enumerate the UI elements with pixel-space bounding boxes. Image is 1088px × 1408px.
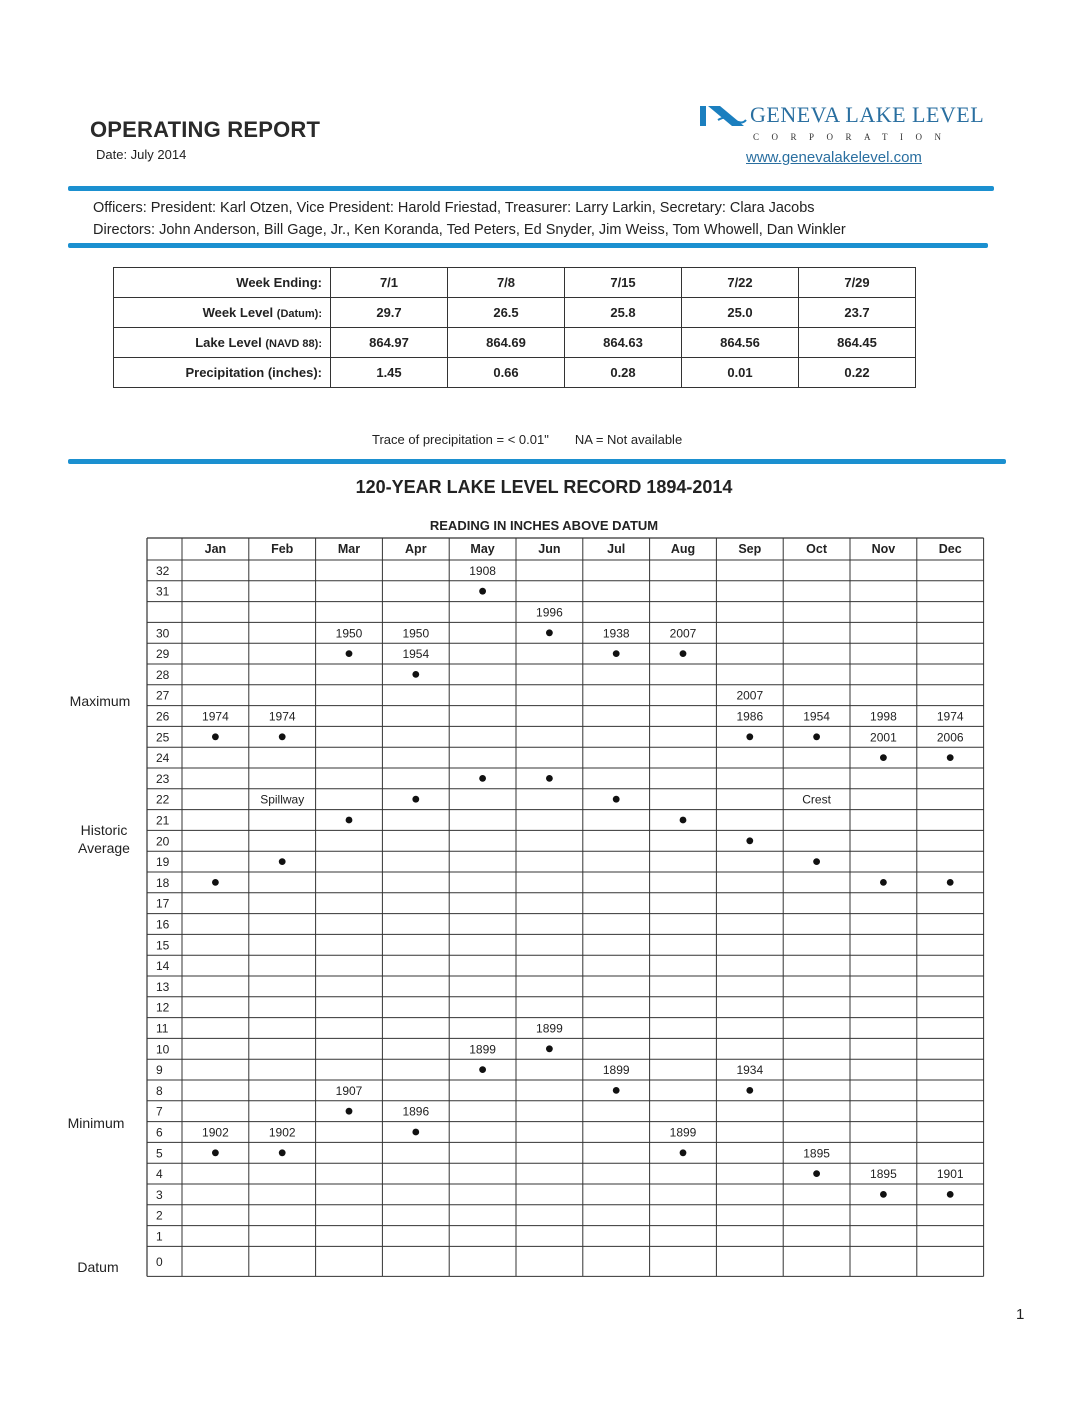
maximum-year-label: 1974 (268, 709, 296, 724)
week-level-label: Week Level (202, 305, 274, 320)
historic-label: Historic (80, 822, 128, 838)
trace-note: Trace of precipitation = < 0.01" (372, 432, 549, 447)
month-header: Feb (271, 542, 294, 556)
annotation-label: Spillway (260, 792, 305, 807)
maximum-marker (613, 650, 620, 657)
month-header: Mar (337, 542, 361, 556)
row-level-label: 25 (156, 730, 170, 745)
average-marker (346, 817, 353, 824)
minimum-year-label: 1895 (803, 1146, 830, 1161)
minimum-marker (813, 1170, 820, 1177)
maximum-year-label: 1996 (536, 605, 563, 620)
week-level-unit: (Datum): (276, 308, 322, 320)
maximum-marker (279, 733, 286, 740)
datum-label: Datum (77, 1259, 119, 1275)
minimum-year-label: 1901 (936, 1167, 964, 1182)
month-header: May (470, 542, 495, 556)
average-marker (680, 817, 687, 824)
row-level-label: 5 (156, 1146, 163, 1161)
row-level-label: 24 (156, 751, 170, 766)
row-label: Precipitation (inches): (114, 358, 331, 388)
row-level-label: 32 (156, 563, 170, 578)
minimum-year-label: 1902 (268, 1125, 296, 1140)
average-marker (412, 796, 419, 803)
average-marker (212, 879, 219, 886)
minimum-marker (279, 1149, 286, 1156)
row-level-label: 10 (156, 1042, 170, 1057)
month-header: Jul (607, 542, 626, 556)
maximum-marker (813, 733, 820, 740)
minimum-year-label: 1934 (736, 1063, 764, 1078)
week-cell: 7/8 (448, 268, 565, 298)
logo-name: GENEVA LAKE LEVEL (750, 102, 985, 127)
level-cell: 26.5 (448, 298, 565, 328)
minimum-marker (546, 1045, 553, 1052)
maximum-marker (479, 588, 486, 595)
week-cell: 7/15 (565, 268, 682, 298)
maximum-year-label: 2007 (669, 626, 697, 641)
maximum-marker (947, 754, 954, 761)
maximum-year-label: 1908 (469, 563, 496, 578)
row-level-label: 27 (156, 688, 170, 703)
maximum-label: Maximum (69, 693, 131, 709)
minimum-year-label: 1902 (202, 1125, 229, 1140)
website-link[interactable]: www.genevalakelevel.com (746, 149, 922, 166)
minimum-year-label: 1899 (469, 1042, 496, 1057)
average-marker (279, 858, 286, 865)
level-cell: 25.8 (565, 298, 682, 328)
row-level-label: 26 (156, 709, 170, 724)
minimum-marker (613, 1087, 620, 1094)
page-title: OPERATING REPORT (90, 117, 321, 142)
maximum-year-label: 1938 (602, 626, 630, 641)
minimum-marker (746, 1087, 753, 1094)
record-subtitle: READING IN INCHES ABOVE DATUM (429, 518, 659, 533)
row-level-label: 1 (156, 1229, 163, 1244)
row-level-label: 13 (156, 979, 170, 994)
maximum-year-label: 1954 (402, 647, 430, 662)
maximum-year-label: 2001 (870, 730, 897, 745)
average-marker (813, 858, 820, 865)
average-marker (880, 879, 887, 886)
maximum-marker (880, 754, 887, 761)
lake-cell: 864.45 (799, 328, 916, 358)
month-header: Apr (405, 542, 427, 556)
maximum-year-label: 2006 (936, 730, 964, 745)
average-label: Average (78, 840, 130, 856)
row-level-label: 20 (156, 834, 170, 849)
report-date: Date: July 2014 (96, 147, 187, 162)
maximum-year-label: 1986 (736, 709, 764, 724)
month-header: Sep (738, 542, 762, 556)
na-note: NA = Not available (574, 432, 683, 447)
minimum-year-label: 1899 (602, 1063, 630, 1078)
maximum-year-label: 2007 (736, 688, 764, 703)
maximum-year-label: 1954 (803, 709, 830, 724)
row-level-label: 12 (156, 1000, 170, 1015)
row-level-label: 3 (156, 1187, 163, 1202)
row-level-label: 0 (156, 1254, 163, 1269)
average-marker (947, 879, 954, 886)
average-marker (613, 796, 620, 803)
minimum-marker (880, 1191, 887, 1198)
average-marker (479, 775, 486, 782)
row-level-label: 31 (156, 584, 170, 599)
maximum-year-label: 1998 (870, 709, 897, 724)
average-marker (546, 775, 553, 782)
level-cell: 23.7 (799, 298, 916, 328)
logo-subtitle: CORPORATION (753, 132, 954, 142)
row-level-label: 15 (156, 938, 170, 953)
minimum-marker (346, 1108, 353, 1115)
row-level-label: 4 (156, 1167, 163, 1182)
minimum-year-label: 1899 (669, 1125, 697, 1140)
officers-line: Officers: President: Karl Otzen, Vice President: Harold Friestad, Treasurer: Larry Larkin, Secretary: Clara Jacobs (93, 200, 815, 216)
precip-cell: 0.28 (565, 358, 682, 388)
precip-cell: 0.66 (448, 358, 565, 388)
minimum-marker (479, 1066, 486, 1073)
lake-cell: 864.56 (682, 328, 799, 358)
row-level-label: 9 (156, 1063, 163, 1078)
level-cell: 25.0 (682, 298, 799, 328)
lake-level-unit: (NAVD 88): (265, 338, 322, 350)
month-header: Jun (538, 542, 561, 556)
row-level-label: 29 (156, 647, 170, 662)
maximum-year-label: 1950 (402, 626, 430, 641)
row-level-label: 14 (156, 959, 170, 974)
minimum-marker (412, 1129, 419, 1136)
maximum-marker (412, 671, 419, 678)
maximum-marker (680, 650, 687, 657)
lake-level-label: Lake Level (195, 335, 262, 350)
month-header: Nov (871, 542, 896, 556)
week-cell: 7/29 (799, 268, 916, 298)
month-header: Dec (938, 542, 962, 556)
annotation-label: Crest (802, 792, 831, 807)
row-level-label: 18 (156, 875, 170, 890)
lake-cell: 864.97 (331, 328, 448, 358)
minimum-year-label: 1896 (402, 1104, 430, 1119)
minimum-year-label: 1895 (870, 1167, 897, 1182)
maximum-year-label: 1974 (936, 709, 964, 724)
row-level-label: 16 (156, 917, 170, 932)
lake-cell: 864.63 (565, 328, 682, 358)
row-level-label: 23 (156, 771, 170, 786)
level-cell: 29.7 (331, 298, 448, 328)
precip-cell: 0.01 (682, 358, 799, 388)
row-level-label: 21 (156, 813, 170, 828)
minimum-year-label: 1907 (335, 1083, 363, 1098)
maximum-marker (546, 629, 553, 636)
maximum-year-label: 1974 (202, 709, 229, 724)
month-header: Aug (670, 542, 696, 556)
minimum-year-label: 1899 (536, 1021, 563, 1036)
row-level-label: 8 (156, 1083, 163, 1098)
record-title: 120-YEAR LAKE LEVEL RECORD 1894-2014 (355, 477, 733, 497)
row-level-label: 28 (156, 667, 170, 682)
row-level-label: 2 (156, 1208, 163, 1223)
row-label: Week Ending: (114, 268, 331, 298)
precip-cell: 0.22 (799, 358, 916, 388)
row-level-label: 6 (156, 1125, 163, 1140)
week-cell: 7/1 (331, 268, 448, 298)
lake-cell: 864.69 (448, 328, 565, 358)
row-level-label: 30 (156, 626, 170, 641)
minimum-marker (680, 1149, 687, 1156)
row-level-label: 7 (156, 1104, 163, 1119)
row-level-label: 17 (156, 896, 170, 911)
minimum-marker (947, 1191, 954, 1198)
maximum-marker (746, 733, 753, 740)
maximum-marker (212, 733, 219, 740)
minimum-marker (212, 1149, 219, 1156)
maximum-year-label: 1950 (335, 626, 363, 641)
precip-cell: 1.45 (331, 358, 448, 388)
average-marker (746, 837, 753, 844)
row-level-label: 19 (156, 855, 170, 870)
maximum-marker (346, 650, 353, 657)
week-cell: 7/22 (682, 268, 799, 298)
directors-line: Directors: John Anderson, Bill Gage, Jr., Ken Koranda, Ted Peters, Ed Snyder, Jim Weiss, Tom Whowell, Dan Winkler (93, 222, 846, 238)
row-level-label: 22 (156, 792, 170, 807)
minimum-label: Minimum (67, 1115, 125, 1131)
month-header: Oct (806, 542, 828, 556)
page-number: 1 (1016, 1306, 1025, 1323)
row-level-label: 11 (156, 1021, 169, 1036)
month-header: Jan (204, 542, 227, 556)
